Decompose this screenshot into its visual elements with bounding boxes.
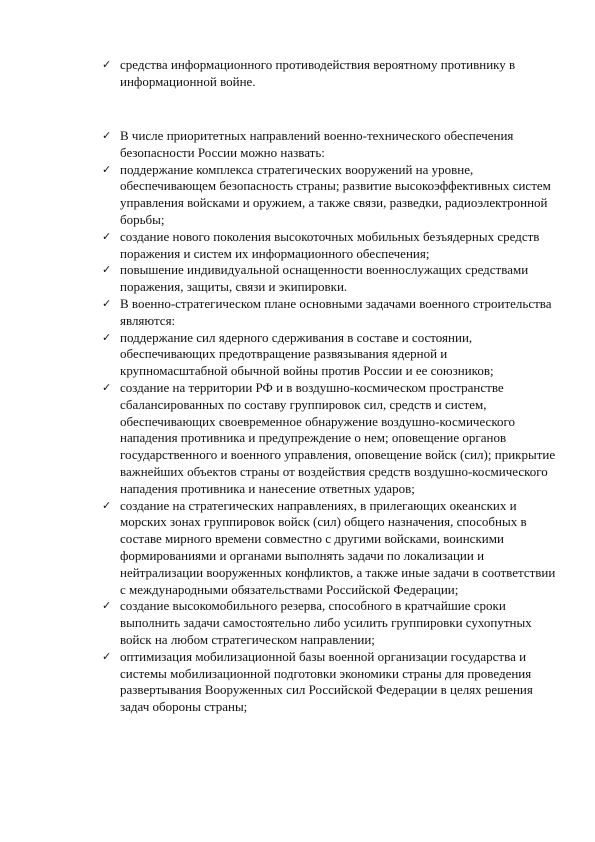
list-item-text: повышение индивидуальной оснащенности военнослужащих средствами поражения, защиты, связи и экипировки. [120, 262, 529, 295]
list-item [102, 229, 557, 263]
list-item [102, 57, 557, 91]
list-item-text: создание высокомобильного резерва, способного в кратчайшие сроки выполнить задачи самостоятельно либо усилить группировки сухопутных войск на любом стратегическом направлении; [120, 598, 532, 647]
list-item-text: создание на территории РФ и в воздушно-космическом пространстве сбалансированных по составу группировок сил, средств и систем, обеспечивающих своевременное обнаружение воздушно-космического нападения противника и предупреждение о нем; оповещение органов государственного и военного управления, оповещение войск (сил); прикрытие важнейших объектов страны от воздействия средств воздушно-космического нападения противника и нанесение ответных ударов; [120, 379, 556, 496]
checkmark-icon: ✓ [102, 263, 112, 277]
list-item [102, 598, 557, 648]
list-item [102, 498, 557, 599]
list-item-text: В числе приоритетных направлений военно-технического обеспечения безопасности России можно назвать: [120, 128, 514, 160]
list-item [102, 380, 557, 498]
list-item [102, 330, 557, 380]
list-item-text: оптимизация мобилизационной базы военной организации государства и системы мобилизационной подготовки экономики страны для проведения развертывания Вооруженных сил Российской Федерации в целях решения задач обороны страны; [120, 648, 533, 715]
checkmark-icon: ✓ [102, 649, 112, 663]
list-item [102, 128, 557, 162]
list-item [102, 162, 557, 229]
bullet-list-group-1 [102, 57, 557, 91]
list-item-text: поддержание сил ядерного сдерживания в составе и состоянии, обеспечивающих предотвращение развязывания ядерной и крупномасштабной обычной войны против России и ее союзников; [120, 329, 494, 379]
list-item [102, 296, 557, 330]
checkmark-icon: ✓ [102, 58, 112, 71]
checkmark-icon: ✓ [102, 229, 112, 243]
checkmark-icon: ✓ [102, 129, 112, 142]
bullet-list-group-2 [102, 128, 557, 716]
list-item-text: средства информационного противодействия вероятному противнику в информационной войне. [120, 57, 516, 89]
checkmark-icon: ✓ [102, 380, 112, 394]
checkmark-icon: ✓ [102, 162, 112, 176]
checkmark-icon: ✓ [102, 498, 112, 512]
list-item [102, 262, 557, 296]
checkmark-icon: ✓ [102, 599, 112, 613]
list-item-text: создание нового поколения высокоточных мобильных безъядерных средств поражения и систем их информационного обеспечения; [120, 228, 540, 261]
list-item-text: В военно-стратегическом плане основными задачами военного строительства являются: [120, 295, 552, 328]
list-item-text: создание на стратегических направлениях, в прилегающих океанских и морских зонах группировок войск (сил) общего назначения, способных в составе мирного времени совместно с другими войсками, воинскими формированиями и органами выполнять задачи по локализации и нейтрализации вооруженных конфликтов, а также иные задачи в соответствии с международными обязательствами Российской Федерации; [120, 497, 556, 597]
checkmark-icon: ✓ [102, 296, 112, 310]
list-item [102, 649, 557, 716]
list-item-text: поддержание комплекса стратегических вооружений на уровне, обеспечивающем безопасность страны; развитие высокоэффективных систем управления войсками и оружием, а также связи, разведки, радиоэлектронной борьбы; [120, 161, 551, 227]
checkmark-icon: ✓ [102, 330, 112, 344]
